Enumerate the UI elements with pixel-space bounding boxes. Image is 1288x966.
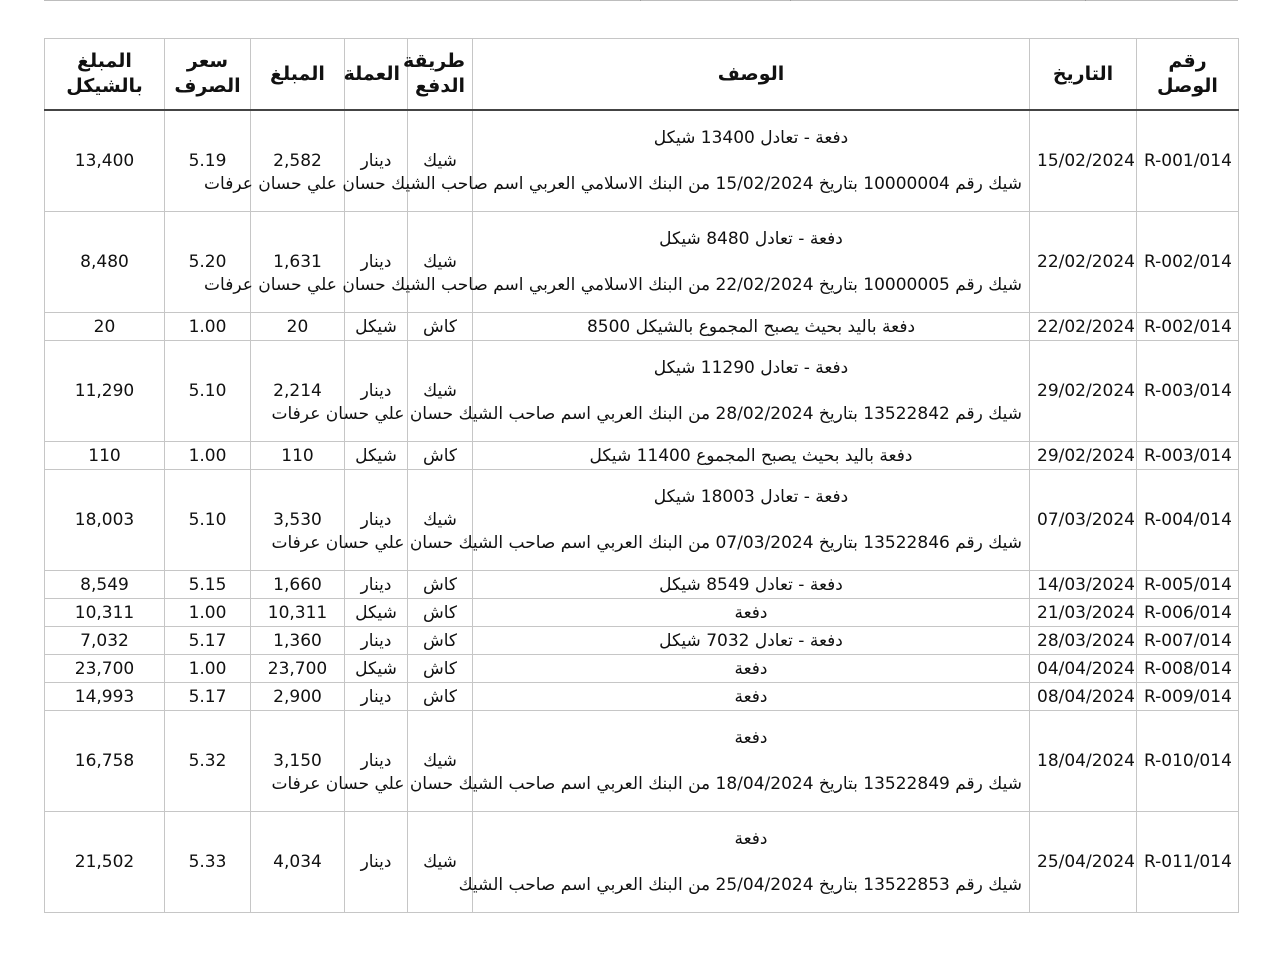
cell-date: 14/03/2024 [1030, 571, 1137, 599]
cell-amount-ils: 13,400 [45, 110, 165, 212]
cell-receipt-no: R-006/014 [1137, 599, 1239, 627]
cell-payment-method: كاش [408, 313, 473, 341]
cell-amount: 3,530 [251, 470, 345, 571]
header-row [45, 39, 1239, 111]
cell-description [473, 442, 1030, 470]
cell-currency: دينار [345, 571, 408, 599]
header-description: الوصف [473, 39, 1030, 111]
description-main: دفعة باليد بحيث يصبح المجموع 11400 شيكل [589, 445, 913, 466]
cell-date: 07/03/2024 [1030, 470, 1137, 571]
table-row [45, 341, 1239, 442]
cell-receipt-no: R-002/014 [1137, 212, 1239, 313]
description-main: دفعة [734, 829, 768, 849]
cell-exchange-rate: 5.10 [165, 470, 251, 571]
description-main: دفعة [734, 658, 768, 679]
description-cheque-details: شيك رقم 13522842 بتاريخ 28/02/2024 من البنك العربي اسم صاحب الشيك حسان علي حسان عرفات [271, 404, 1022, 424]
description-cheque-details: شيك رقم 10000004 بتاريخ 15/02/2024 من البنك الاسلامي العربي اسم صاحب الشيك حسان علي حسان عرفات [204, 174, 1022, 194]
cell-amount: 2,214 [251, 341, 345, 442]
cell-amount: 23,700 [251, 655, 345, 683]
cell-receipt-no: R-003/014 [1137, 341, 1239, 442]
cell-receipt-no: R-011/014 [1137, 812, 1239, 913]
cell-description [473, 627, 1030, 655]
header-amount: المبلغ [251, 39, 345, 111]
cell-currency: دينار [345, 341, 408, 442]
cell-currency: شيكل [345, 313, 408, 341]
description-main: دفعة [734, 728, 768, 748]
header-receipt-no: رقم الوصل [1137, 39, 1239, 111]
table-row [45, 599, 1239, 627]
top-tick [640, 0, 641, 1]
cell-amount-ils: 8,480 [45, 212, 165, 313]
table-row [45, 212, 1239, 313]
cell-exchange-rate: 1.00 [165, 655, 251, 683]
cell-date: 22/02/2024 [1030, 212, 1137, 313]
cell-date: 29/02/2024 [1030, 442, 1137, 470]
top-rule [44, 0, 1238, 1]
cell-receipt-no: R-005/014 [1137, 571, 1239, 599]
cell-exchange-rate: 1.00 [165, 599, 251, 627]
cell-date: 28/03/2024 [1030, 627, 1137, 655]
cell-payment-method: كاش [408, 655, 473, 683]
cell-receipt-no: R-009/014 [1137, 683, 1239, 711]
cell-amount-ils: 23,700 [45, 655, 165, 683]
cell-payment-method: شيك [408, 110, 473, 212]
cell-amount: 10,311 [251, 599, 345, 627]
cell-amount: 4,034 [251, 812, 345, 913]
description-main: دفعة - تعادل 11290 شيكل [653, 358, 849, 378]
cell-description [473, 655, 1030, 683]
description-cheque-details: شيك رقم 13522853 بتاريخ 25/04/2024 من البنك العربي اسم صاحب الشيك [458, 875, 1022, 895]
cell-payment-method: شيك [408, 812, 473, 913]
cell-exchange-rate: 5.33 [165, 812, 251, 913]
cell-date: 22/02/2024 [1030, 313, 1137, 341]
description-main: دفعة [734, 686, 768, 707]
cell-exchange-rate: 5.17 [165, 683, 251, 711]
cell-payment-method: كاش [408, 571, 473, 599]
top-tick [790, 0, 791, 1]
cell-payment-method: شيك [408, 212, 473, 313]
cell-exchange-rate: 1.00 [165, 313, 251, 341]
cell-receipt-no: R-007/014 [1137, 627, 1239, 655]
description-main: دفعة [734, 602, 768, 623]
cell-date: 15/02/2024 [1030, 110, 1137, 212]
cell-receipt-no: R-003/014 [1137, 442, 1239, 470]
cell-payment-method: شيك [408, 341, 473, 442]
cell-payment-method: كاش [408, 599, 473, 627]
table-row [45, 442, 1239, 470]
table-row [45, 655, 1239, 683]
cell-amount-ils: 10,311 [45, 599, 165, 627]
receipts-table [44, 38, 1239, 913]
cell-exchange-rate: 5.17 [165, 627, 251, 655]
cell-payment-method: كاش [408, 627, 473, 655]
cell-date: 08/04/2024 [1030, 683, 1137, 711]
table-row [45, 812, 1239, 913]
cell-amount: 20 [251, 313, 345, 341]
cell-currency: شيكل [345, 655, 408, 683]
cell-receipt-no: R-008/014 [1137, 655, 1239, 683]
cell-currency: دينار [345, 212, 408, 313]
cell-receipt-no: R-004/014 [1137, 470, 1239, 571]
cell-amount: 2,582 [251, 110, 345, 212]
table-row [45, 711, 1239, 812]
cell-description [473, 313, 1030, 341]
header-date: التاريخ [1030, 39, 1137, 111]
description-main: دفعة - تعادل 13400 شيكل [653, 128, 849, 148]
cell-currency: دينار [345, 711, 408, 812]
cell-receipt-no: R-001/014 [1137, 110, 1239, 212]
cell-currency: دينار [345, 683, 408, 711]
table-row [45, 627, 1239, 655]
cell-exchange-rate: 5.32 [165, 711, 251, 812]
cell-amount: 3,150 [251, 711, 345, 812]
cell-date: 29/02/2024 [1030, 341, 1137, 442]
cell-currency: دينار [345, 470, 408, 571]
top-tick [1085, 0, 1086, 1]
cell-currency: شيكل [345, 599, 408, 627]
description-cheque-details: شيك رقم 10000005 بتاريخ 22/02/2024 من البنك الاسلامي العربي اسم صاحب الشيك حسان علي حسان عرفات [204, 275, 1022, 295]
cell-currency: دينار [345, 110, 408, 212]
cell-currency: دينار [345, 627, 408, 655]
cell-description [458, 812, 1030, 913]
description-main: دفعة - تعادل 18003 شيكل [653, 487, 849, 507]
description-main: دفعة - تعادل 8549 شيكل [659, 574, 843, 595]
cell-date: 21/03/2024 [1030, 599, 1137, 627]
cell-exchange-rate: 5.15 [165, 571, 251, 599]
cell-receipt-no: R-002/014 [1137, 313, 1239, 341]
description-cheque-details: شيك رقم 13522846 بتاريخ 07/03/2024 من البنك العربي اسم صاحب الشيك حسان علي حسان عرفات [271, 533, 1022, 553]
cell-amount: 1,631 [251, 212, 345, 313]
cell-amount-ils: 21,502 [45, 812, 165, 913]
table-body [45, 110, 1239, 913]
header-payment-method: طريقة الدفع [408, 39, 473, 111]
table-row [45, 683, 1239, 711]
cell-date: 18/04/2024 [1030, 711, 1137, 812]
description-main: دفعة - تعادل 7032 شيكل [659, 630, 843, 651]
table-row [45, 571, 1239, 599]
description-main: دفعة - تعادل 8480 شيكل [659, 229, 843, 249]
cell-currency: دينار [345, 812, 408, 913]
cell-date: 04/04/2024 [1030, 655, 1137, 683]
cell-amount-ils: 16,758 [45, 711, 165, 812]
table-row [45, 470, 1239, 571]
cell-exchange-rate: 5.10 [165, 341, 251, 442]
description-cheque-details: شيك رقم 13522849 بتاريخ 18/04/2024 من البنك العربي اسم صاحب الشيك حسان علي حسان عرفات [271, 774, 1022, 794]
cell-amount: 2,900 [251, 683, 345, 711]
header-amount-ils: المبلغ بالشيكل [45, 39, 165, 111]
cell-amount-ils: 7,032 [45, 627, 165, 655]
cell-receipt-no: R-010/014 [1137, 711, 1239, 812]
table-row [45, 313, 1239, 341]
cell-date: 25/04/2024 [1030, 812, 1137, 913]
cell-payment-method: كاش [408, 683, 473, 711]
header-exchange-rate: سعر الصرف [165, 39, 251, 111]
table-row [45, 110, 1239, 212]
cell-amount-ils: 20 [45, 313, 165, 341]
cell-exchange-rate: 5.19 [165, 110, 251, 212]
cell-description [473, 599, 1030, 627]
cell-description [473, 683, 1030, 711]
description-main: دفعة باليد بحيث يصبح المجموع بالشيكل 8500 [586, 316, 916, 337]
cell-amount: 1,360 [251, 627, 345, 655]
cell-amount-ils: 8,549 [45, 571, 165, 599]
cell-amount-ils: 11,290 [45, 341, 165, 442]
cell-amount: 110 [251, 442, 345, 470]
header-currency: العملة [345, 39, 408, 111]
cell-payment-method: كاش [408, 442, 473, 470]
cell-amount-ils: 14,993 [45, 683, 165, 711]
cell-amount-ils: 18,003 [45, 470, 165, 571]
cell-description [473, 571, 1030, 599]
cell-amount: 1,660 [251, 571, 345, 599]
cell-payment-method: شيك [408, 470, 473, 571]
cell-payment-method: شيك [408, 711, 473, 812]
cell-amount-ils: 110 [45, 442, 165, 470]
cell-exchange-rate: 5.20 [165, 212, 251, 313]
cell-exchange-rate: 1.00 [165, 442, 251, 470]
cell-currency: شيكل [345, 442, 408, 470]
